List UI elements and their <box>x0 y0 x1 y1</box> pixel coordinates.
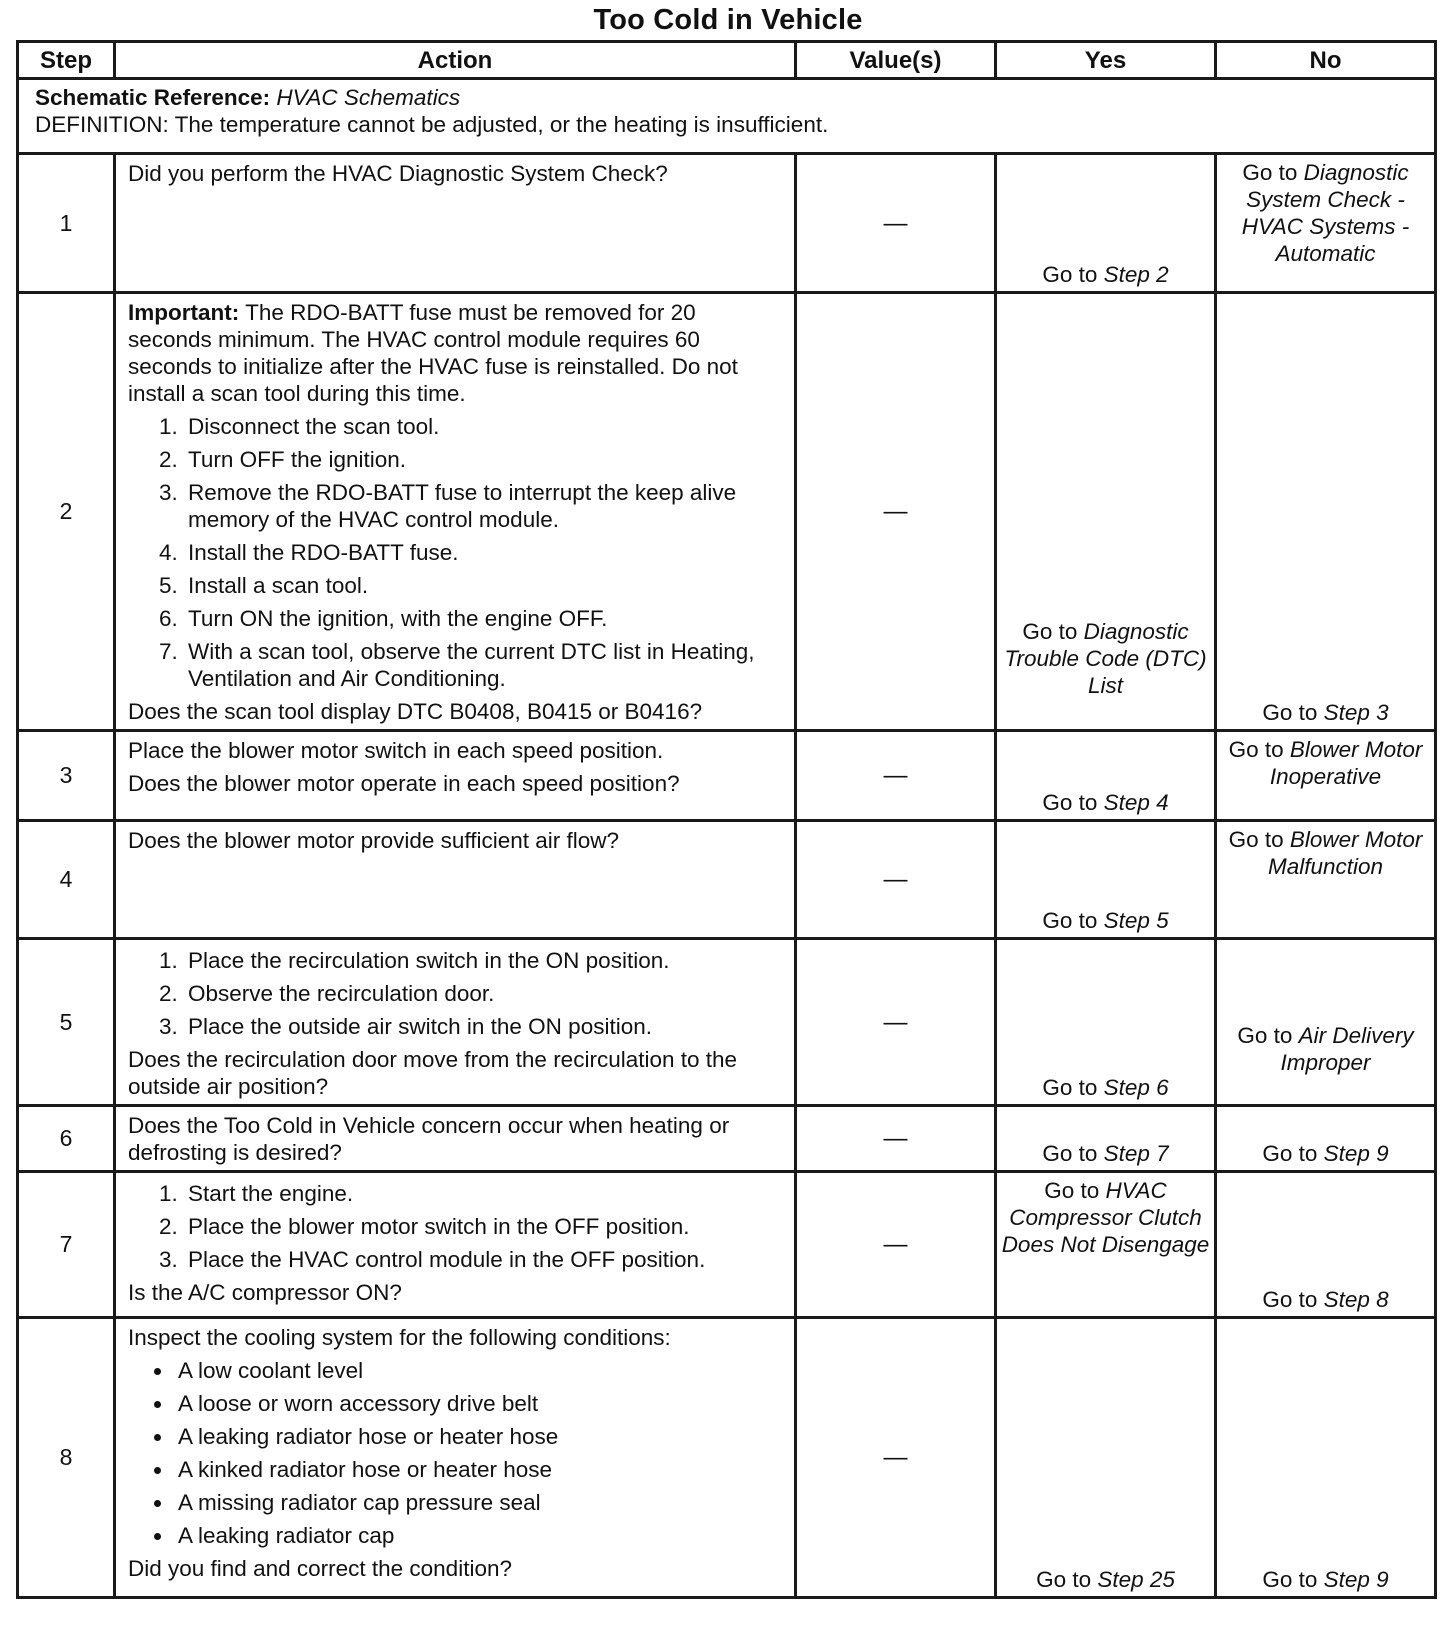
go-to-label: Go to <box>1036 1567 1092 1592</box>
table-row <box>18 1318 1436 1598</box>
step-number: 6 <box>18 1106 115 1172</box>
important-text: The RDO-BATT fuse must be removed for 20 seconds minimum. The HVAC control module requires 60 seconds to initialize after the HVAC fuse is reinstalled. Do not install a scan tool during this time. <box>128 300 738 406</box>
question-text: Did you find and correct the condition? <box>128 1556 512 1581</box>
yes-cell <box>996 821 1216 939</box>
no-link[interactable]: Diagnostic System Check - HVAC Systems - Automatic <box>1241 160 1410 266</box>
header-action: Action <box>115 42 796 79</box>
yes-cell <box>996 731 1216 821</box>
step-number: 2 <box>18 293 115 731</box>
go-to-label: Go to <box>1042 1141 1098 1166</box>
reference-cell <box>18 79 1436 154</box>
yes-link[interactable]: HVAC Compressor Clutch Does Not Disengage <box>1001 1178 1210 1257</box>
list-item: 2. Observe the recirculation door. <box>184 980 784 1007</box>
list-item: • A kinked radiator hose or heater hose <box>174 1456 784 1483</box>
go-to-label: Go to <box>1022 619 1078 644</box>
table-row <box>18 293 1436 731</box>
list-item: 2. Place the blower motor switch in the OFF position. <box>184 1213 784 1240</box>
table-row <box>18 1106 1436 1172</box>
value-cell: — <box>796 1172 996 1318</box>
list-item: • A low coolant level <box>174 1357 784 1384</box>
action-cell <box>115 1106 796 1172</box>
procedure-list <box>128 1180 784 1273</box>
go-to-label: Go to <box>1228 827 1284 852</box>
yes-link[interactable]: Step 6 <box>1103 1075 1169 1100</box>
go-to-label: Go to <box>1262 700 1318 725</box>
table-row <box>18 1172 1436 1318</box>
instruction-text: Place the blower motor switch in each speed position. <box>128 738 664 763</box>
no-link[interactable]: Blower Motor Malfunction <box>1267 827 1423 879</box>
list-item: 3. Remove the RDO-BATT fuse to interrupt the keep alive memory of the HVAC control module. <box>184 479 784 533</box>
yes-cell <box>996 1172 1216 1318</box>
go-to-label: Go to <box>1262 1141 1318 1166</box>
diagnostic-table <box>16 40 1437 1599</box>
no-link[interactable]: Step 3 <box>1323 700 1389 725</box>
important-note <box>128 299 784 407</box>
list-item: 1. Start the engine. <box>184 1180 784 1207</box>
go-to-label: Go to <box>1042 908 1098 933</box>
step-number: 4 <box>18 821 115 939</box>
list-item: 7. With a scan tool, observe the current DTC list in Heating, Ventilation and Air Conditioning. <box>184 638 784 692</box>
action-cell <box>115 821 796 939</box>
condition-list <box>128 1357 784 1549</box>
no-cell <box>1216 731 1436 821</box>
value-cell: — <box>796 939 996 1106</box>
yes-link[interactable]: Step 25 <box>1097 1567 1175 1592</box>
step-number: 7 <box>18 1172 115 1318</box>
reference-row <box>18 79 1436 154</box>
no-cell <box>1216 1106 1436 1172</box>
list-item: 3. Place the HVAC control module in the OFF position. <box>184 1246 784 1273</box>
go-to-label: Go to <box>1042 790 1098 815</box>
step-number: 1 <box>18 154 115 293</box>
yes-cell <box>996 1106 1216 1172</box>
table-row <box>18 154 1436 293</box>
value-cell: — <box>796 731 996 821</box>
header-yes: Yes <box>996 42 1216 79</box>
procedure-list <box>128 947 784 1040</box>
go-to-label: Go to <box>1044 1178 1100 1203</box>
no-cell <box>1216 939 1436 1106</box>
value-cell: — <box>796 154 996 293</box>
yes-link[interactable]: Step 4 <box>1103 790 1169 815</box>
value-cell: — <box>796 821 996 939</box>
go-to-label: Go to <box>1262 1287 1318 1312</box>
step-number: 8 <box>18 1318 115 1598</box>
action-cell <box>115 293 796 731</box>
no-cell <box>1216 154 1436 293</box>
action-cell <box>115 731 796 821</box>
go-to-label: Go to <box>1228 737 1284 762</box>
action-cell <box>115 154 796 293</box>
yes-cell <box>996 154 1216 293</box>
go-to-label: Go to <box>1262 1567 1318 1592</box>
procedure-list <box>128 413 784 692</box>
list-item: 2. Turn OFF the ignition. <box>184 446 784 473</box>
go-to-label: Go to <box>1042 262 1098 287</box>
no-cell <box>1216 293 1436 731</box>
step-number: 3 <box>18 731 115 821</box>
header-values: Value(s) <box>796 42 996 79</box>
yes-cell <box>996 939 1216 1106</box>
question-text: Does the Too Cold in Vehicle concern occur when heating or defrosting is desired? <box>128 1113 730 1165</box>
yes-cell <box>996 1318 1216 1598</box>
definition-text: DEFINITION: The temperature cannot be adjusted, or the heating is insufficient. <box>35 112 829 137</box>
yes-link[interactable]: Step 5 <box>1103 908 1169 933</box>
list-item: 1. Disconnect the scan tool. <box>184 413 784 440</box>
yes-link[interactable]: Step 7 <box>1103 1141 1169 1166</box>
question-text: Does the scan tool display DTC B0408, B0415 or B0416? <box>128 699 703 724</box>
table-row <box>18 939 1436 1106</box>
schematic-reference <box>35 84 1418 111</box>
page-title: Too Cold in Vehicle <box>593 4 863 36</box>
list-item: • A loose or worn accessory drive belt <box>174 1390 784 1417</box>
schematic-reference-link[interactable]: HVAC Schematics <box>276 85 461 110</box>
step-number: 5 <box>18 939 115 1106</box>
table-row <box>18 821 1436 939</box>
header-step: Step <box>18 42 115 79</box>
list-item: 6. Turn ON the ignition, with the engine OFF. <box>184 605 784 632</box>
intro-text: Inspect the cooling system for the following conditions: <box>128 1325 671 1350</box>
yes-link[interactable]: Diagnostic Trouble Code (DTC) List <box>1004 619 1207 698</box>
list-item: 4. Install the RDO-BATT fuse. <box>184 539 784 566</box>
no-link[interactable]: Step 9 <box>1323 1567 1389 1592</box>
go-to-label: Go to <box>1237 1023 1293 1048</box>
header-no: No <box>1216 42 1436 79</box>
action-cell <box>115 1318 796 1598</box>
header-row <box>18 42 1436 79</box>
go-to-label: Go to <box>1042 1075 1098 1100</box>
yes-cell <box>996 293 1216 731</box>
list-item: • A leaking radiator hose or heater hose <box>174 1423 784 1450</box>
schematic-reference-label: Schematic Reference: <box>35 85 271 110</box>
no-link[interactable]: Air Delivery Improper <box>1280 1023 1414 1075</box>
no-link[interactable]: Step 8 <box>1323 1287 1389 1312</box>
go-to-label: Go to <box>1242 160 1298 185</box>
question-text: Does the blower motor operate in each speed position? <box>128 771 680 796</box>
no-link[interactable]: Blower Motor Inoperative <box>1269 737 1423 789</box>
value-cell: — <box>796 1106 996 1172</box>
no-link[interactable]: Step 9 <box>1323 1141 1389 1166</box>
question-text: Did you perform the HVAC Diagnostic System Check? <box>128 161 668 186</box>
action-cell <box>115 939 796 1106</box>
question-text: Does the recirculation door move from the recirculation to the outside air position? <box>128 1047 738 1099</box>
no-cell <box>1216 821 1436 939</box>
question-text: Is the A/C compressor ON? <box>128 1280 402 1305</box>
list-item: 5. Install a scan tool. <box>184 572 784 599</box>
list-item: 1. Place the recirculation switch in the ON position. <box>184 947 784 974</box>
yes-link[interactable]: Step 2 <box>1103 262 1169 287</box>
table-row <box>18 731 1436 821</box>
value-cell: — <box>796 293 996 731</box>
list-item: 3. Place the outside air switch in the ON position. <box>184 1013 784 1040</box>
question-text: Does the blower motor provide sufficient air flow? <box>128 828 620 853</box>
no-cell <box>1216 1318 1436 1598</box>
list-item: • A leaking radiator cap <box>174 1522 784 1549</box>
value-cell: — <box>796 1318 996 1598</box>
list-item: • A missing radiator cap pressure seal <box>174 1489 784 1516</box>
important-label: Important: <box>128 300 240 325</box>
no-cell <box>1216 1172 1436 1318</box>
action-cell <box>115 1172 796 1318</box>
